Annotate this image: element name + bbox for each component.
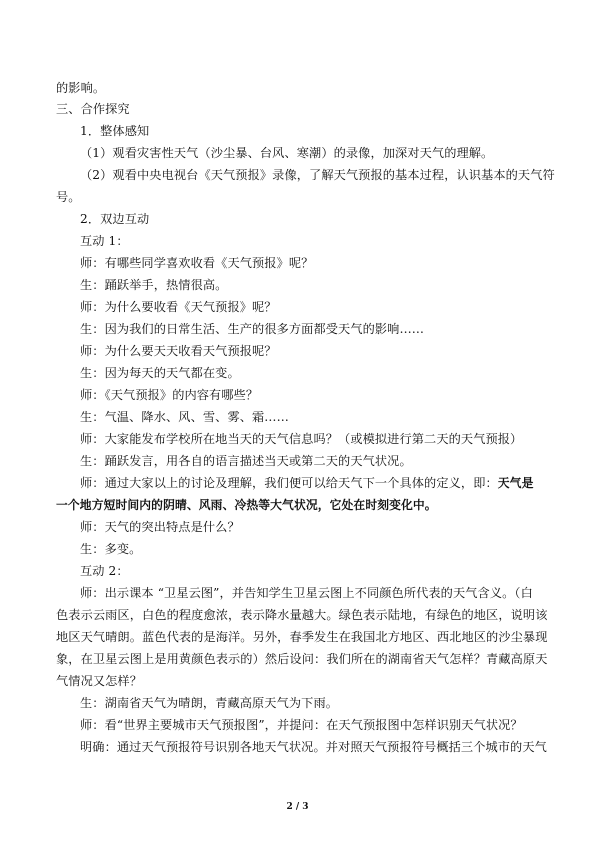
text-line: 明确：通过天气预报符号识别各地天气状况。并对照天气预报符号概括三个城市的天气 — [80, 740, 547, 754]
text-line: 地区天气晴朗。蓝色代表的是海洋。另外，春季发生在我国北方地区、西北地区的沙尘暴现 — [56, 630, 548, 644]
text-line: 师：看“世界主要城市天气预报图”，并提问：在天气预报图中怎样识别天气状况？ — [80, 718, 523, 732]
text-line: 互动 2： — [80, 564, 129, 578]
text-line: 号。 — [56, 190, 81, 204]
text-run: 师：通过大家以上的讨论及理解，我们便可以给天气下一个具体的定义，即： — [80, 476, 498, 490]
text-line: 生：气温、降水、风、雪、雾、霜…… — [80, 410, 289, 424]
bold-text: 天气是 — [497, 476, 534, 490]
text-line: 色表示云雨区，白色的程度愈浓，表示降水量越大。绿色表示陆地，有绿色的地区，说明该 — [56, 608, 548, 622]
text-line: 生：踊跃发言，用各自的语言描述当天或第二天的天气状况。 — [80, 454, 412, 468]
section-heading: 三、合作探究 — [56, 102, 130, 116]
text-line — [80, 475, 541, 491]
text-line: 生：湖南省天气为晴朗，青藏高原天气为下雨。 — [80, 696, 339, 710]
text-line: 师：出示课本 “卫星云图”，并告知学生卫星云图上不同颜色所代表的天气含义。（白 — [80, 586, 533, 600]
text-line: 师：有哪些同学喜欢收看《天气预报》呢？ — [80, 256, 314, 270]
subsection-heading: 2．双边互动 — [80, 212, 150, 226]
text-line: 生：因为我们的日常生活、生产的很多方面都受天气的影响…… — [80, 322, 425, 336]
text-line: 师：为什么要天天收看天气预报呢？ — [80, 344, 277, 358]
text-line: 生：踊跃举手，热情很高。 — [80, 278, 228, 292]
text-line: 师：为什么要收看《天气预报》呢？ — [80, 300, 277, 314]
text-line: 师：天气的突出特点是什么？ — [80, 520, 240, 534]
text-line: 师：大家能发布学校所在地当天的天气信息吗？（或模拟进行第二天的天气预报） — [80, 432, 523, 446]
subsection-heading: 1．整体感知 — [80, 124, 150, 138]
text-line: 气情况又怎样？ — [56, 674, 143, 688]
text-line: 生：多变。 — [80, 542, 142, 556]
text-line: 象，在卫星云图上是用黄颜色表示的）然后设问：我们所在的湖南省天气怎样？青藏高原天 — [56, 652, 548, 666]
page-number: 2 / 3 — [286, 802, 309, 812]
text-line: （1）观看灾害性天气（沙尘暴、台风、寒潮）的录像，加深对天气的理解。 — [80, 146, 494, 160]
text-line: 的影响。 — [56, 81, 106, 95]
text-line: （2）观看中央电视台《天气预报》录像，了解天气预报的基本过程，认识基本的天气符 — [80, 168, 555, 182]
bold-text-line: 一个地方短时间内的阴晴、风雨、冷热等大气状况，它处在时刻变化中。 — [56, 498, 437, 512]
text-line: 生：因为每天的天气都在变。 — [80, 366, 240, 380]
text-line: 互动 1： — [80, 234, 129, 248]
text-line: 师：《天气预报》的内容有哪些？ — [80, 388, 259, 402]
